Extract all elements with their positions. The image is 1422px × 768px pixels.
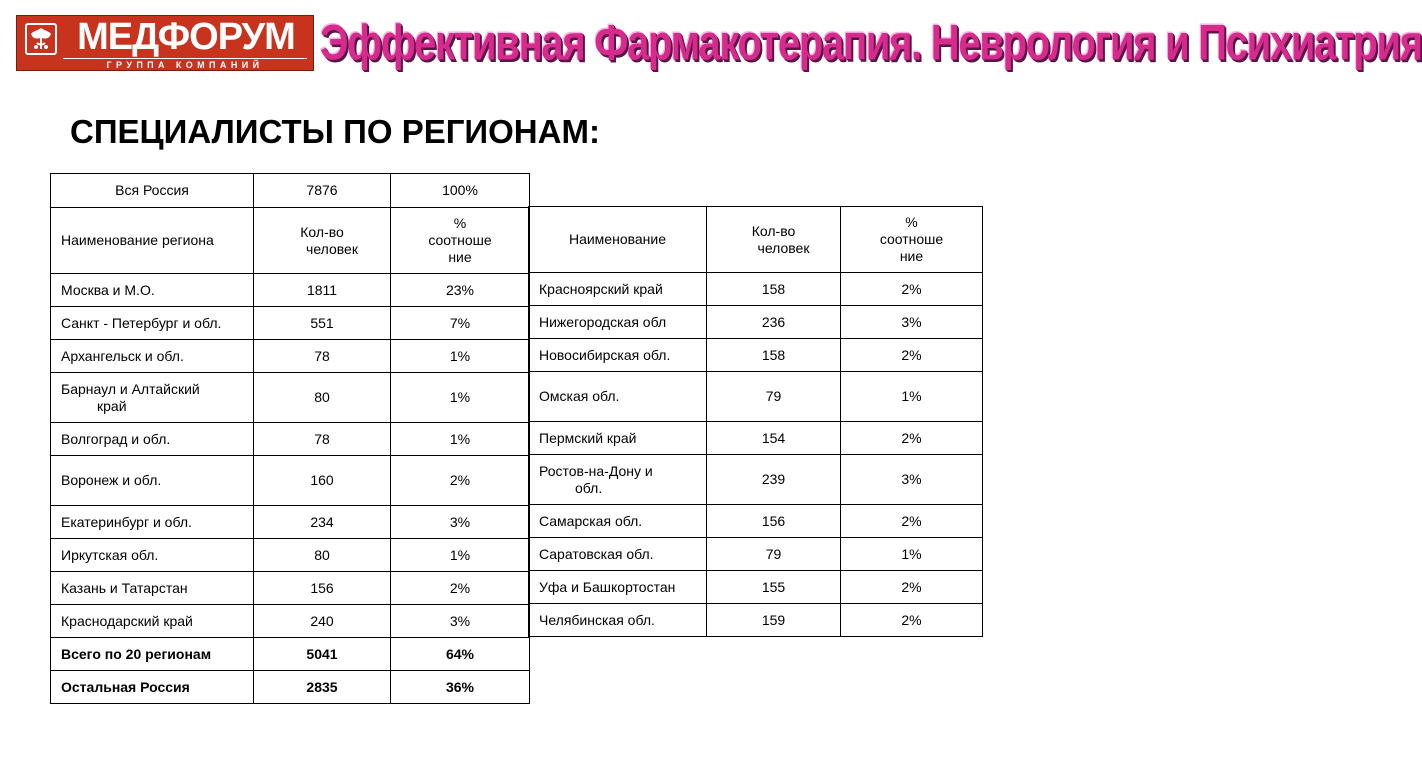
summary-percent: 64% — [391, 638, 530, 671]
header-count-line2: человек — [757, 239, 810, 256]
region-count: 239 — [707, 455, 841, 505]
header-count-line1: Кол-во — [751, 222, 796, 239]
region-name: Самарская обл. — [529, 505, 707, 538]
region-name: Челябинская обл. — [529, 604, 707, 637]
medforum-logo — [16, 15, 314, 71]
region-name: Архангельск и обл. — [51, 340, 254, 373]
header-percent-line3: ние — [899, 248, 924, 264]
table-row — [51, 605, 530, 638]
table-row — [51, 506, 530, 539]
region-name: Екатеринбург и обл. — [51, 506, 254, 539]
region-name — [51, 373, 254, 423]
region-name-line2: край — [97, 397, 127, 414]
region-count: 159 — [707, 604, 841, 637]
header-percent-line1: % — [905, 214, 918, 230]
header-count — [707, 207, 841, 273]
summary-row — [51, 671, 530, 704]
region-count: 155 — [707, 571, 841, 604]
region-name: Казань и Татарстан — [51, 572, 254, 605]
table-row — [51, 539, 530, 572]
region-percent: 2% — [391, 456, 530, 506]
region-name-line1: Ростов-на-Дону и — [539, 462, 653, 479]
header-percent — [391, 208, 530, 274]
table-row — [529, 505, 983, 538]
table-row — [529, 538, 983, 571]
table-row — [51, 572, 530, 605]
summary-count: 5041 — [254, 638, 391, 671]
region-percent: 1% — [391, 340, 530, 373]
region-percent: 23% — [391, 274, 530, 307]
table-row — [51, 340, 530, 373]
region-percent: 2% — [841, 273, 983, 306]
region-name: Воронеж и обл. — [51, 456, 254, 506]
header-count-line1: Кол-во — [300, 223, 344, 240]
total-russia-count: 7876 — [254, 174, 391, 208]
region-name-line2: обл. — [575, 479, 603, 496]
region-count: 156 — [707, 505, 841, 538]
region-percent: 3% — [841, 455, 983, 505]
region-percent: 2% — [841, 339, 983, 372]
summary-count: 2835 — [254, 671, 391, 704]
region-name: Краснодарский край — [51, 605, 254, 638]
table-row — [529, 455, 983, 505]
header-percent-line3: ние — [448, 249, 472, 265]
region-name: Красноярский край — [529, 273, 707, 306]
table-row — [529, 339, 983, 372]
journal-banner: Эффективная Фармакотерапия. Неврология и Психиатрия — [320, 15, 1422, 71]
region-name: Уфа и Башкортостан — [529, 571, 707, 604]
table-row — [529, 273, 983, 306]
region-percent: 1% — [841, 538, 983, 571]
table-header-row — [51, 208, 530, 274]
header-percent-line2: соотноше — [879, 231, 944, 247]
header-count — [254, 208, 391, 274]
table-header-row — [529, 207, 983, 273]
region-percent: 7% — [391, 307, 530, 340]
region-name — [529, 455, 707, 505]
region-count: 79 — [707, 538, 841, 571]
region-percent: 1% — [391, 539, 530, 572]
region-name: Волгоград и обл. — [51, 423, 254, 456]
table-row — [51, 423, 530, 456]
table-row — [51, 274, 530, 307]
table-row — [529, 306, 983, 339]
table-row — [529, 422, 983, 455]
region-percent: 1% — [841, 372, 983, 422]
summary-label: Остальная Россия — [51, 671, 254, 704]
region-percent: 2% — [841, 604, 983, 637]
region-count: 78 — [254, 340, 391, 373]
region-count: 1811 — [254, 274, 391, 307]
region-name-line1: Барнаул и Алтайский — [61, 380, 200, 397]
total-russia-row — [51, 174, 530, 208]
region-percent: 3% — [841, 306, 983, 339]
region-percent: 2% — [841, 422, 983, 455]
header-percent — [841, 207, 983, 273]
region-percent: 1% — [391, 423, 530, 456]
region-percent: 3% — [391, 605, 530, 638]
region-count: 78 — [254, 423, 391, 456]
header-count-line2: человек — [306, 240, 358, 257]
region-name: Иркутская обл. — [51, 539, 254, 572]
region-name: Омская обл. — [529, 372, 707, 422]
logo-subtitle: ГРУППА КОМПАНИЙ — [106, 60, 264, 70]
header-percent-line1: % — [453, 215, 467, 231]
region-name: Санкт - Петербург и обл. — [51, 307, 254, 340]
header-region: Наименование региона — [51, 208, 254, 274]
total-russia-label: Вся Россия — [51, 174, 254, 208]
logo-wordmark: МЕДФОРУМ — [77, 16, 295, 58]
region-count: 240 — [254, 605, 391, 638]
region-count: 234 — [254, 506, 391, 539]
header-name: Наименование — [529, 207, 707, 273]
region-name: Москва и М.О. — [51, 274, 254, 307]
region-count: 80 — [254, 539, 391, 572]
summary-label: Всего по 20 регионам — [51, 638, 254, 671]
region-count: 236 — [707, 306, 841, 339]
table-row — [529, 372, 983, 422]
region-name: Новосибирская обл. — [529, 339, 707, 372]
region-count: 80 — [254, 373, 391, 423]
regions-table-right — [528, 206, 983, 637]
region-name: Пермский край — [529, 422, 707, 455]
region-count: 158 — [707, 339, 841, 372]
summary-percent: 36% — [391, 671, 530, 704]
region-name: Саратовская обл. — [529, 538, 707, 571]
table-row — [51, 307, 530, 340]
region-count: 154 — [707, 422, 841, 455]
table-row — [529, 571, 983, 604]
region-percent: 2% — [841, 571, 983, 604]
header-percent-line2: соотноше — [428, 232, 492, 248]
region-count: 79 — [707, 372, 841, 422]
region-percent: 2% — [391, 572, 530, 605]
summary-row — [51, 638, 530, 671]
region-percent: 3% — [391, 506, 530, 539]
table-row — [51, 373, 530, 423]
table-row — [529, 604, 983, 637]
region-count: 160 — [254, 456, 391, 506]
regions-table-left — [50, 173, 530, 704]
region-name: Нижегородская обл — [529, 306, 707, 339]
region-count: 156 — [254, 572, 391, 605]
region-count: 551 — [254, 307, 391, 340]
total-russia-percent: 100% — [391, 174, 530, 208]
page-title: СПЕЦИАЛИСТЫ ПО РЕГИОНАМ: — [70, 113, 600, 150]
region-percent: 2% — [841, 505, 983, 538]
medforum-emblem-icon — [25, 23, 57, 55]
table-row — [51, 456, 530, 506]
region-percent: 1% — [391, 373, 530, 423]
region-count: 158 — [707, 273, 841, 306]
logo-divider — [63, 58, 307, 59]
